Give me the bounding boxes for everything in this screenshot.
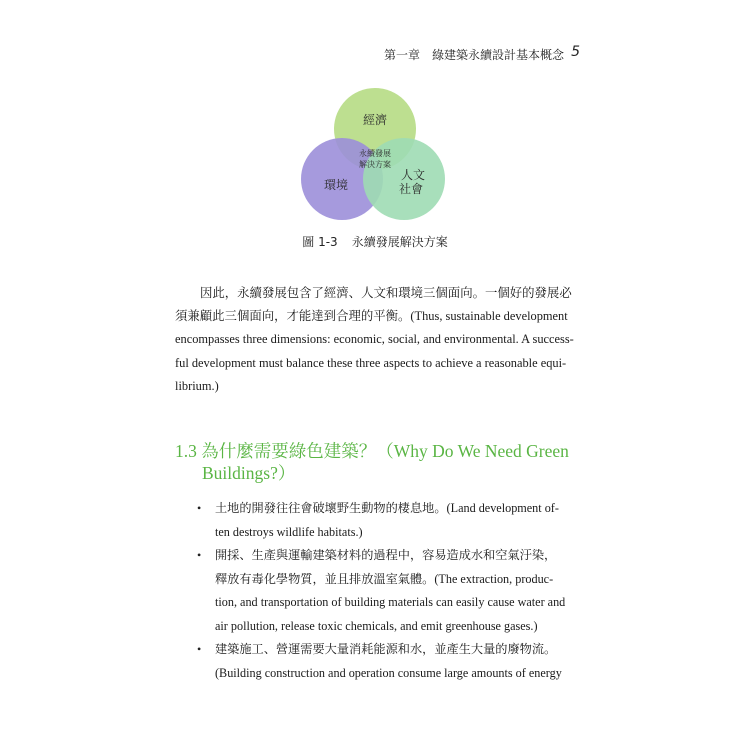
paragraph-line: ful development must balance these three aspects to achieve a reasonable equi- — [175, 355, 567, 370]
bullet-marker: • — [197, 501, 202, 515]
section-heading — [175, 440, 585, 484]
paragraph-line: 須兼顧此三個面向，才能達到合理的平衡。(Thus, sustainable development — [175, 308, 568, 323]
figure-caption — [0, 233, 750, 250]
section-heading-line-2: Buildings?） — [202, 463, 296, 483]
list-item-line: 開採、生產與運輸建築材料的過程中，容易造成水和空氣汙染， — [215, 548, 557, 562]
list-item — [197, 544, 580, 638]
center-label-line-1: 永續發展 — [359, 149, 391, 158]
venn-svg — [296, 86, 446, 222]
list-item — [197, 497, 580, 544]
list-item-line: air pollution, release toxic chemicals, and emit greenhouse gases.) — [215, 618, 538, 633]
list-item-line: 釋放有毒化學物質，並且排放溫室氣體。(The extraction, produc- — [215, 571, 554, 586]
figure-number: 圖 1-3 — [302, 235, 338, 249]
list-item-line: tion, and transportation of building materials can easily cause water and — [215, 595, 566, 609]
economy-label: 經濟 — [362, 113, 388, 127]
figure-caption-text: 永續發展解決方案 — [351, 235, 448, 249]
environment-label: 環境 — [323, 178, 349, 192]
list-item-line: 建築施工、營運需要大量消耗能源和水，並產生大量的廢物流。 — [215, 642, 557, 656]
bullet-marker: • — [197, 548, 202, 562]
bullet-marker: • — [197, 642, 202, 656]
list-item-line: ten destroys wildlife habitats.) — [215, 524, 363, 539]
page-number: 5 — [571, 44, 580, 60]
list-item-line: 土地的開發往往會破壞野生動物的棲息地。(Land development of- — [215, 501, 559, 515]
running-head — [0, 46, 750, 64]
bullet-list — [197, 497, 580, 685]
list-item — [197, 638, 580, 685]
body-paragraph — [175, 281, 576, 399]
list-item-line: (Building construction and operation consume large amounts of energy — [215, 665, 562, 680]
center-label-line-2: 解決方案 — [359, 160, 391, 169]
section-heading-line-1: 1.3 為什麼需要綠色建築？（Why Do We Need Green — [175, 441, 569, 461]
paragraph-line: librium.) — [175, 379, 219, 393]
society-label-line-1: 人文 — [400, 168, 426, 182]
society-label-line-2: 社會 — [398, 182, 424, 196]
paragraph-line: encompasses three dimensions: economic, social, and environmental. A success- — [175, 332, 574, 346]
chapter-title: 第一章 綠建築永續設計基本概念 — [383, 48, 564, 62]
venn-diagram — [296, 86, 446, 222]
paragraph-line: 因此，永續發展包含了經濟、人文和環境三個面向。一個好的發展必 — [200, 285, 572, 300]
